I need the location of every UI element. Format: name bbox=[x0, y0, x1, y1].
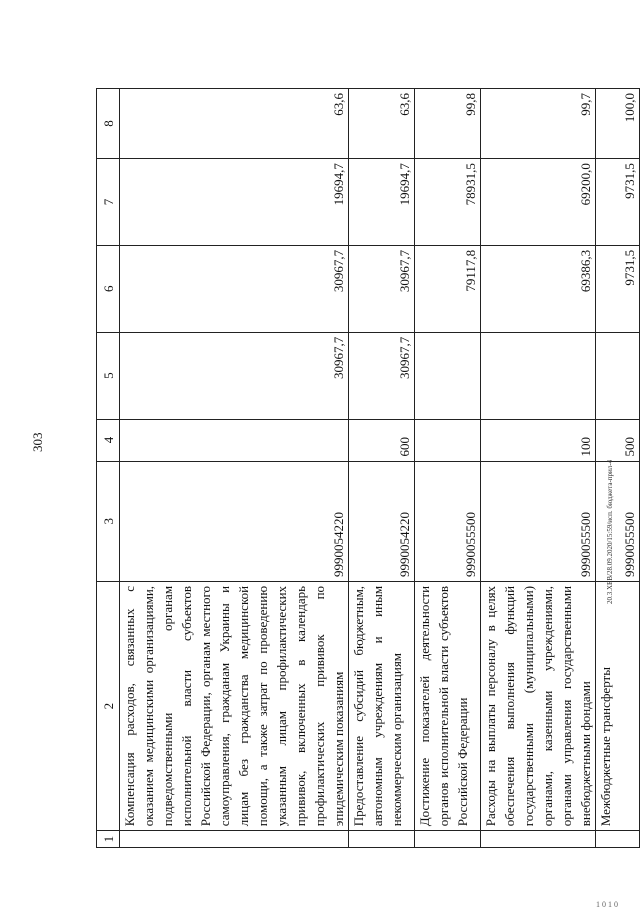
row-vr: 100 bbox=[481, 419, 596, 461]
row-col6: 79117,8 bbox=[415, 245, 481, 332]
col-header-4: 4 bbox=[97, 419, 120, 461]
row-col7: 9731,5 bbox=[596, 159, 640, 246]
header-row bbox=[97, 89, 120, 848]
row-code: 9990054220 bbox=[349, 461, 415, 581]
row-num-cell bbox=[120, 831, 349, 848]
col-header-2: 2 bbox=[97, 581, 120, 830]
row-col7: 19694,7 bbox=[349, 159, 415, 246]
row-code: 9990055500 bbox=[596, 461, 640, 581]
page-number: 303 bbox=[30, 432, 45, 452]
row-num-cell bbox=[349, 831, 415, 848]
table-row bbox=[349, 89, 415, 848]
row-num-cell bbox=[415, 831, 481, 848]
row-name: Расходы на выплаты персоналу в целях обеспечения выполнения функций государственными (муниципальными) органами, казенными учреждениями, органами управления государственными внебюджетными фондами bbox=[481, 581, 596, 830]
row-col5: 30967,7 bbox=[120, 332, 349, 419]
row-col7: 69200,0 bbox=[481, 159, 596, 246]
table-row bbox=[596, 89, 640, 848]
budget-table bbox=[96, 88, 640, 848]
col-header-8: 8 bbox=[97, 89, 120, 159]
row-name: Достижение показателей деятельности органов исполнительной власти субъектов Российской Федерации bbox=[415, 581, 481, 830]
scan-fragment: 1 0 1 0 bbox=[596, 900, 618, 909]
row-col6: 30967,7 bbox=[120, 245, 349, 332]
row-num-cell bbox=[481, 831, 596, 848]
row-col8: 63,6 bbox=[349, 89, 415, 159]
row-col5 bbox=[481, 332, 596, 419]
row-code: 9990055500 bbox=[481, 461, 596, 581]
row-col5: 30967,7 bbox=[349, 332, 415, 419]
row-col6: 30967,7 bbox=[349, 245, 415, 332]
row-vr: 500 bbox=[596, 419, 640, 461]
row-col8: 100,0 bbox=[596, 89, 640, 159]
row-col8: 99,7 bbox=[481, 89, 596, 159]
document-stamp: 20.3.XEB/28.09.2020/15:59/исп. бюджета-прил-4 bbox=[606, 459, 614, 604]
row-code: 9990055500 bbox=[415, 461, 481, 581]
row-col6: 9731,5 bbox=[596, 245, 640, 332]
table-row bbox=[481, 89, 596, 848]
row-col5 bbox=[415, 332, 481, 419]
row-name: Компенсация расходов, связанных с оказанием медицинскими организациями, подведомственными органам исполнительной власти субъектов Российской Федерации, органам местного самоуправления, гражданам Украины и лицам без гражданства медицинской помощи, а также затрат по проведению указанным лицам профилактических прививок, включенных в календарь профилактических прививок по эпидемическим показаниям bbox=[120, 581, 349, 830]
col-header-1: 1 bbox=[97, 831, 120, 848]
col-header-5: 5 bbox=[97, 332, 120, 419]
row-col6: 69386,3 bbox=[481, 245, 596, 332]
col-header-3: 3 bbox=[97, 461, 120, 581]
row-vr bbox=[415, 419, 481, 461]
row-vr: 600 bbox=[349, 419, 415, 461]
row-col5 bbox=[596, 332, 640, 419]
row-name: Предоставление субсидий бюджетным, автономным учреждениям и иным некоммерческим организациям bbox=[349, 581, 415, 830]
table-row bbox=[120, 89, 349, 848]
col-header-7: 7 bbox=[97, 159, 120, 246]
row-col7: 78931,5 bbox=[415, 159, 481, 246]
row-col8: 99,8 bbox=[415, 89, 481, 159]
col-header-6: 6 bbox=[97, 245, 120, 332]
row-name: Межбюджетные трансферты bbox=[596, 581, 640, 830]
row-col7: 19694,7 bbox=[120, 159, 349, 246]
table-row bbox=[415, 89, 481, 848]
row-vr bbox=[120, 419, 349, 461]
row-col8: 63,6 bbox=[120, 89, 349, 159]
row-num-cell bbox=[596, 831, 640, 848]
row-code: 9990054220 bbox=[120, 461, 349, 581]
